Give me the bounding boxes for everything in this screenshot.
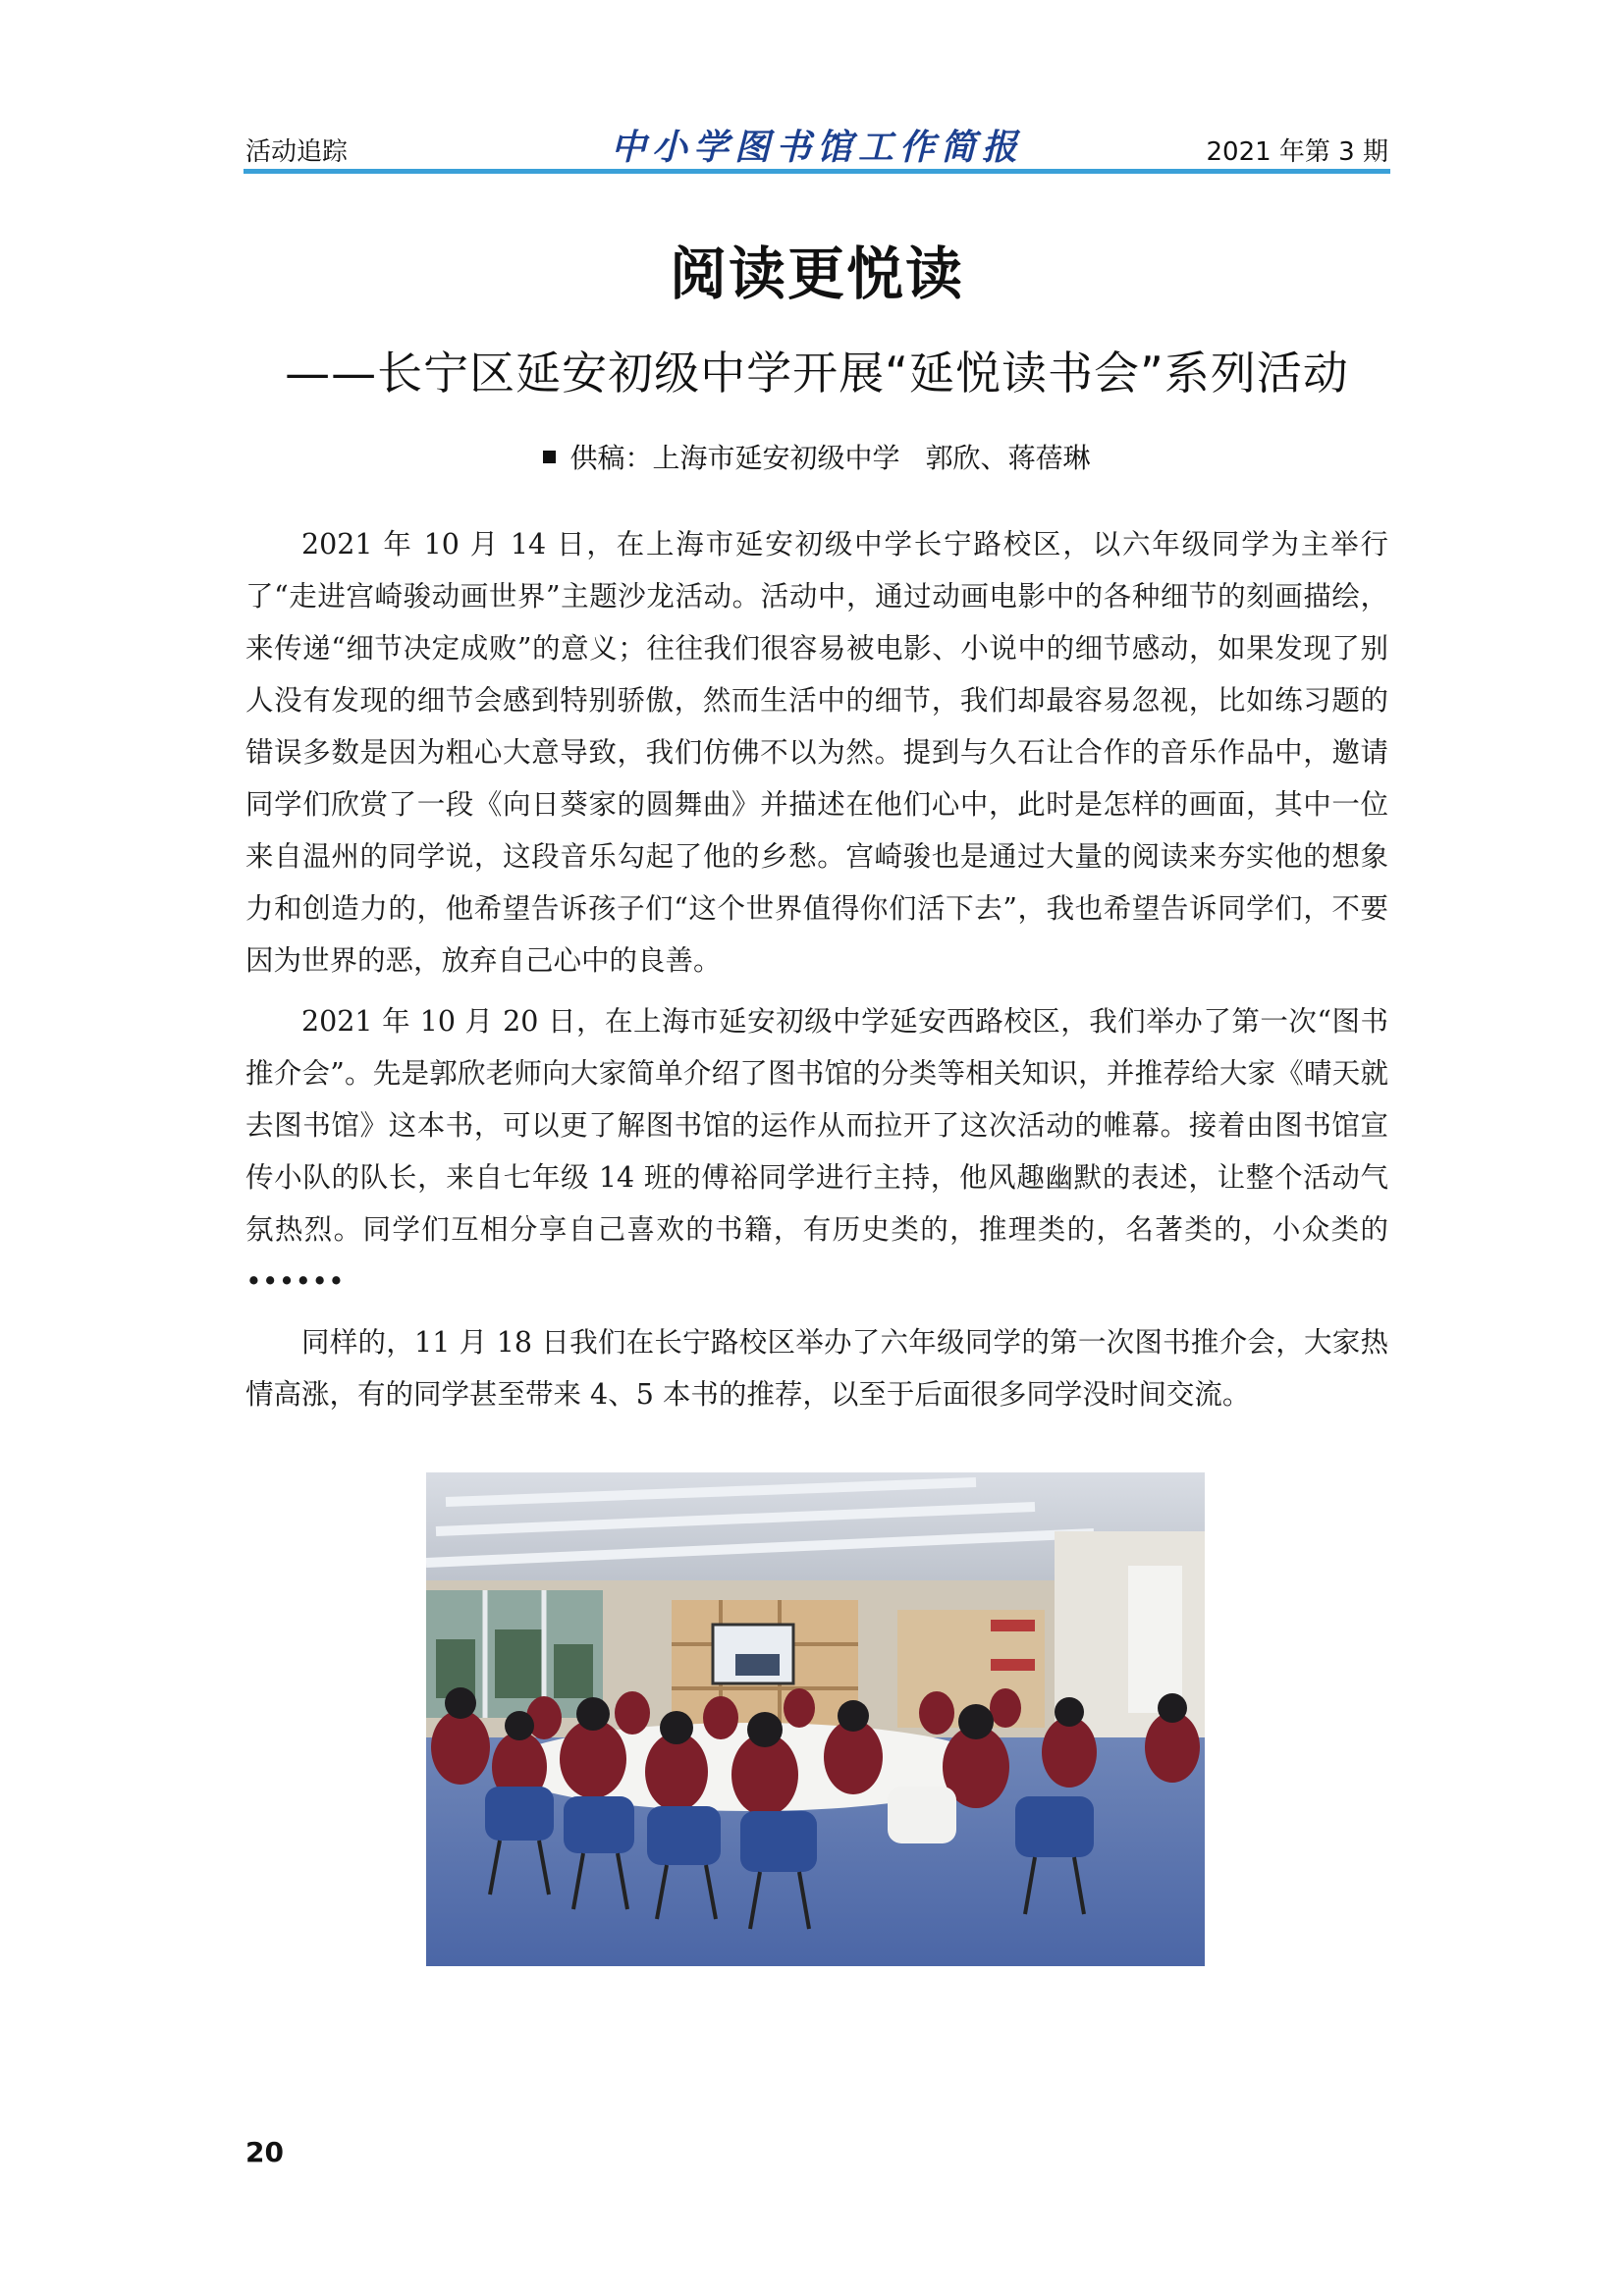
bullet-square-icon [543, 451, 556, 463]
activity-photo [426, 1472, 1205, 1966]
byline-source: 供稿：上海市延安初级中学 [569, 442, 900, 474]
article-body [245, 518, 1388, 1429]
article-title: 阅读更悦读 [669, 240, 964, 307]
article-subtitle: ——长宁区延安初级中学开展“延悦读书会”系列活动 [285, 347, 1349, 400]
page-header [244, 118, 1390, 169]
issue-label: 2021 年第 3 期 [1206, 137, 1388, 167]
paragraph: 同样的，11 月 18 日我们在长宁路校区举办了六年级同学的第一次图书推介会，大家热情高涨，有的同学甚至带来 4、5 本书的推荐，以至于后面很多同学没时间交流。 [245, 1326, 1388, 1411]
journal-title: 中小学图书馆工作简报 [610, 127, 1023, 168]
paragraph: 2021 年 10 月 14 日，在上海市延安初级中学长宁路校区，以六年级同学为主举行了“走进宫崎骏动画世界”主题沙龙活动。活动中，通过动画电影中的各种细节的刻画描绘，来传递“细节决定成败”的意义；往往我们很容易被电影、小说中的细节感动，如果发现了别人没有发现的细节会感到特别骄傲，然而生活中的细节，我们却最容易忽视，比如练习题的错误多数是因为粗心大意导致，我们仿佛不以为然。提到与久石让合作的音乐作品中，邀请同学们欣赏了一段《向日葵家的圆舞曲》并描述在他们心中，此时是怎样的画面，其中一位来自温州的同学说，这段音乐勾起了他的乡愁。宫崎骏也是通过大量的阅读来夯实他的想象力和创造力的，他希望告诉孩子们“这个世界值得你们活下去”，我也希望告诉同学们，不要因为世界的恶，放弃自己心中的良善。 [245, 528, 1388, 977]
header-rule [244, 169, 1390, 174]
byline-authors: 郭欣、蒋蓓琳 [925, 442, 1091, 474]
paragraph: 2021 年 10 月 20 日，在上海市延安初级中学延安西路校区，我们举办了第一次“图书推介会”。先是郭欣老师向大家简单介绍了图书馆的分类等相关知识，并推荐给大家《晴天就去图书馆》这本书，可以更了解图书馆的运作从而拉开了这次活动的帷幕。接着由图书馆宣传小队的队长，来自七年级 14 班的傅裕同学进行主持，他风趣幽默的表述，让整个活动气氛热烈。同学们互相分享自己喜欢的书籍，有历史类的，推理类的，名著类的，小众类的•••••• [245, 1005, 1388, 1298]
section-label: 活动追踪 [245, 137, 349, 167]
classroom-photo-illustration [426, 1472, 1205, 1966]
page-number: 20 [245, 2136, 284, 2168]
byline [244, 437, 1390, 476]
